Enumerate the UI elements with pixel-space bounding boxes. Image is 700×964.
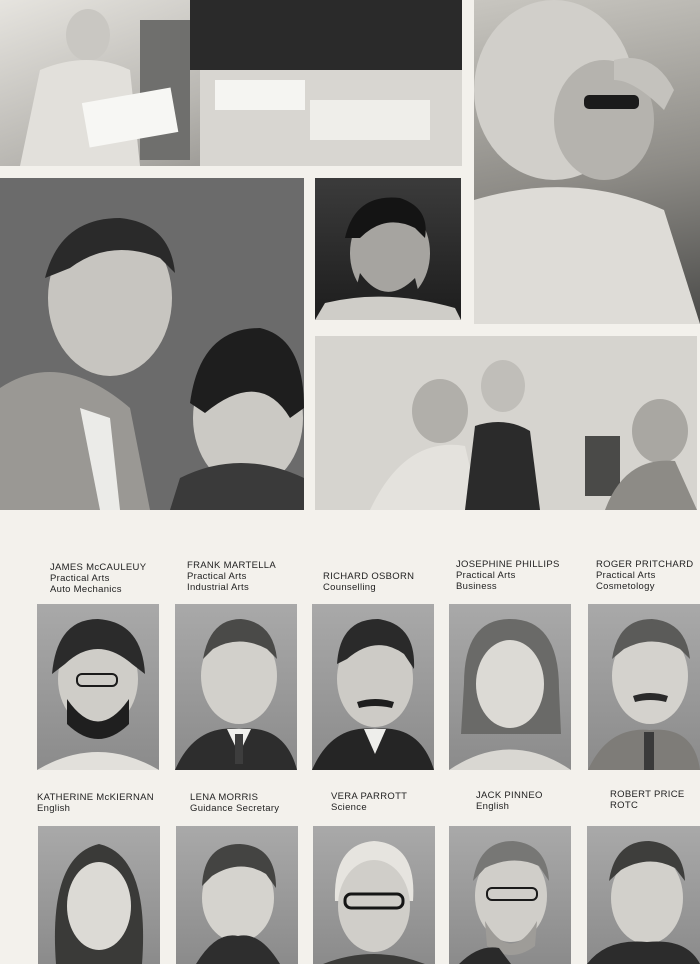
faculty-department: Science <box>331 802 367 813</box>
faculty-name: LENA MORRIS <box>190 792 259 803</box>
faculty-subject: Auto Mechanics <box>50 584 122 595</box>
faculty-department: Practical Arts <box>456 570 516 581</box>
photo-staff-in-hallway <box>315 336 697 510</box>
portrait-faculty-row2-1 <box>38 826 160 964</box>
faculty-name: JOSEPHINE PHILLIPS <box>456 559 560 570</box>
faculty-department: Practical Arts <box>187 571 247 582</box>
faculty-subject: Industrial Arts <box>187 582 250 593</box>
portrait-faculty-row1-1 <box>37 604 159 770</box>
faculty-name: FRANK MARTELLA <box>187 560 277 571</box>
portrait-faculty-row1-3 <box>312 604 434 770</box>
photo-woman-adjusting-glasses <box>474 0 700 324</box>
faculty-name: KATHERINE McKIERNAN <box>37 792 154 803</box>
faculty-department: Guidance Secretary <box>190 803 280 814</box>
faculty-department: Counselling <box>323 582 376 593</box>
faculty-caption-4 <box>456 559 560 592</box>
faculty-subject: Cosmetology <box>596 581 655 592</box>
portrait-faculty-row2-4 <box>449 826 571 964</box>
faculty-name: ROBERT PRICE <box>610 789 685 800</box>
faculty-department: English <box>476 801 510 812</box>
faculty-name: VERA PARROTT <box>331 791 408 802</box>
faculty-caption-5 <box>596 559 693 592</box>
photo-bearded-man-profile <box>315 178 461 320</box>
faculty-department: ROTC <box>610 800 639 811</box>
portrait-faculty-row1-4 <box>449 604 571 770</box>
portrait-faculty-row2-2 <box>176 826 298 964</box>
faculty-caption-3 <box>323 571 414 593</box>
portrait-faculty-row1-2 <box>175 604 297 770</box>
faculty-caption-8 <box>331 791 407 813</box>
photo-woman-reading-at-desk <box>0 0 462 166</box>
faculty-subject: Business <box>456 581 497 592</box>
faculty-name: JACK PINNEO <box>476 790 543 801</box>
photo-man-and-student <box>0 178 304 510</box>
faculty-caption-10 <box>610 789 685 811</box>
portrait-faculty-row2-5 <box>587 826 700 964</box>
faculty-caption-7 <box>190 792 279 814</box>
faculty-caption-6 <box>37 792 154 814</box>
faculty-caption-1 <box>50 562 146 595</box>
faculty-name: JAMES McCAULEUY <box>50 562 147 573</box>
faculty-name: RICHARD OSBORN <box>323 571 415 582</box>
faculty-department: Practical Arts <box>596 570 656 581</box>
faculty-caption-2 <box>187 560 276 593</box>
portrait-faculty-row1-5 <box>588 604 700 770</box>
faculty-department: Practical Arts <box>50 573 110 584</box>
faculty-name: ROGER PRITCHARD <box>596 559 694 570</box>
faculty-caption-9 <box>476 790 543 812</box>
portrait-faculty-row2-3 <box>313 826 435 964</box>
faculty-department: English <box>37 803 71 814</box>
